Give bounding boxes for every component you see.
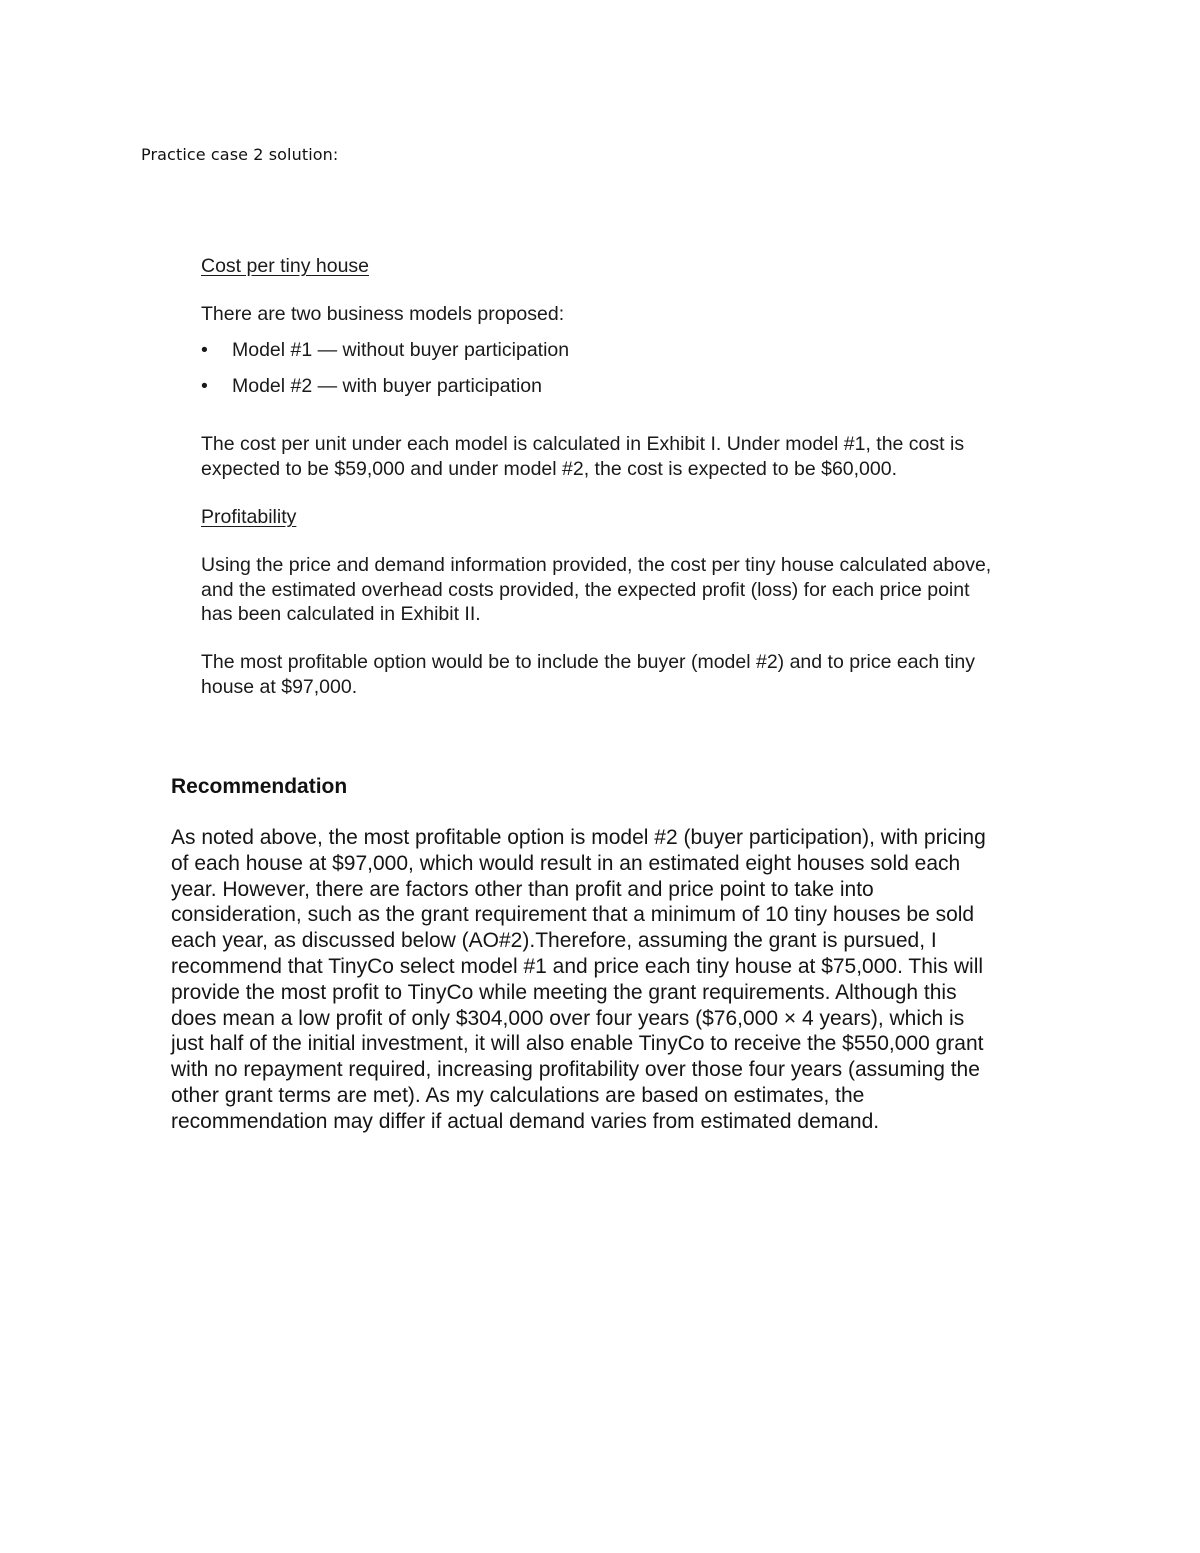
cost-intro-block [201, 302, 1021, 327]
page-title: Practice case 2 solution: [141, 145, 339, 164]
model-list [201, 338, 1021, 410]
profitability-paragraph-1-block [201, 553, 1001, 627]
cost-section [201, 254, 1021, 279]
model-list-block [201, 338, 1021, 410]
bullet-marker: • [201, 375, 208, 397]
list-item-text: Model #1 — without buyer participation [232, 339, 570, 361]
profitability-paragraph-2-block [201, 650, 1011, 699]
cost-paragraph-block [201, 432, 1011, 481]
list-item [201, 338, 1021, 374]
recommendation-heading: Recommendation [171, 775, 348, 798]
cost-heading: Cost per tiny house [201, 255, 370, 277]
list-item [201, 374, 1021, 410]
profitability-heading-block [201, 505, 1021, 530]
profitability-paragraph-2: The most profitable option would be to include the buyer (model #2) and to price each tiny house at $97,000. [201, 651, 975, 698]
cost-intro: There are two business models proposed: [201, 303, 565, 325]
profitability-heading: Profitability [201, 506, 297, 528]
profitability-paragraph-1: Using the price and demand information provided, the cost per tiny house calculated above, and the estimated overhead costs provided, the expected profit (loss) for each price point has been calculated in Exhibit II. [201, 554, 992, 625]
recommendation-body: As noted above, the most profitable option is model #2 (buyer participation), with pricing of each house at $97,000, which would result in an estimated eight houses sold each year. However, there are factors other than profit and price point to take into consideration, such as the grant requirement that a minimum of 10 tiny houses be sold each year, as discussed below (AO#2).Therefore, assuming the grant is pursued, I recommend that TinyCo select model #1 and price each tiny house at $75,000. This will provide the most profit to TinyCo while meeting the grant requirements. Although this does mean a low profit of only $304,000 over four years ($76,000 × 4 years), which is just half of the initial investment, it will also enable TinyCo to receive the $550,000 grant with no repayment required, increasing profitability over those four years (assuming the other grant terms are met). As my calculations are based on estimates, the recommendation may differ if actual demand varies from estimated demand. [171, 826, 986, 1133]
list-item-text: Model #2 — with buyer participation [232, 375, 542, 397]
cost-paragraph: The cost per unit under each model is calculated in Exhibit I. Under model #1, the cost is expected to be $59,000 and under model #2, the cost is expected to be $60,000. [201, 433, 965, 480]
bullet-marker: • [201, 339, 208, 361]
